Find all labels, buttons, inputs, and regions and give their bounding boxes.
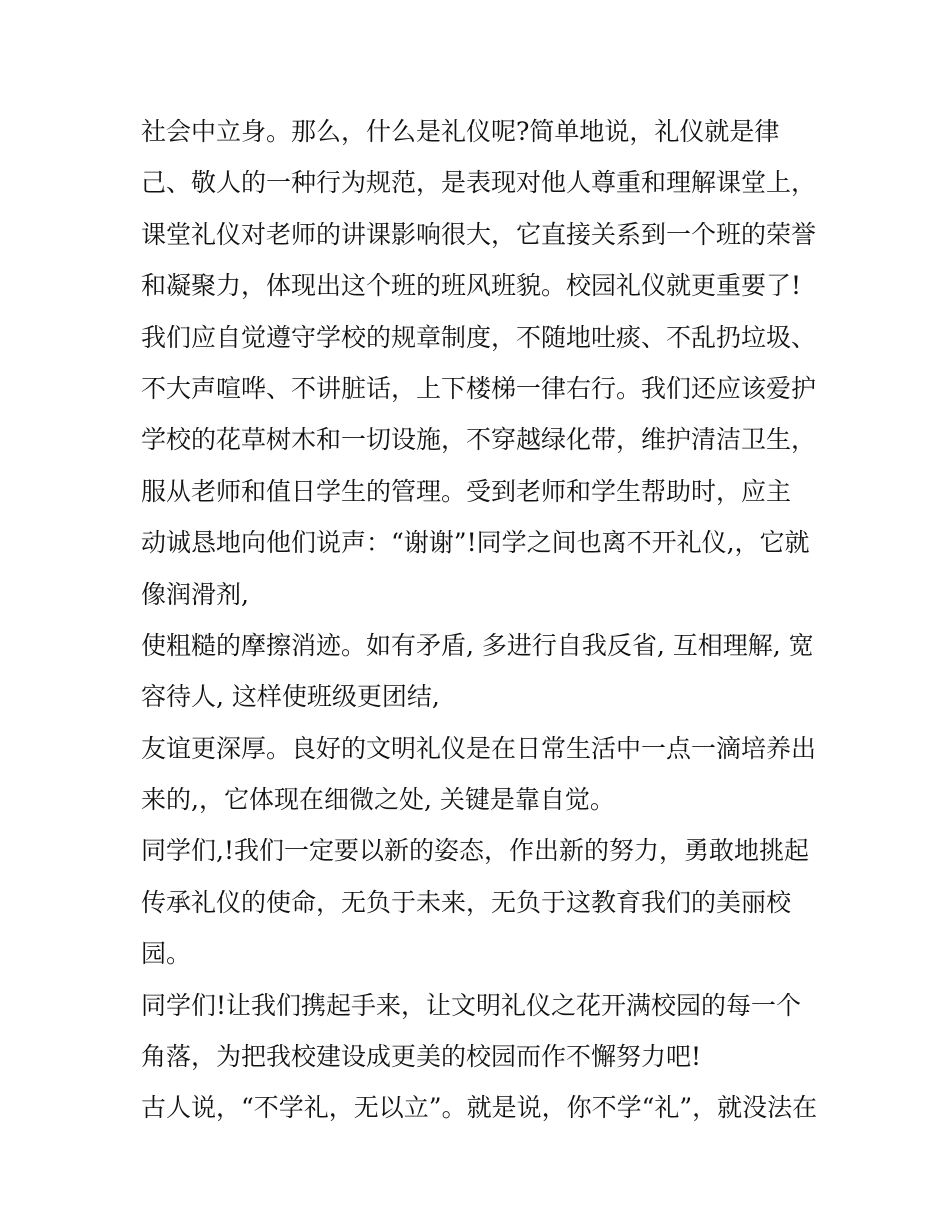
text-line: 使粗糙的摩擦消迹。如有矛盾, 多进行自我反省, 互相理解, 宽: [141, 630, 814, 660]
text-line: 古人说，“不学礼，无以立”。就是说，你不学“礼”，就没法在: [141, 1093, 818, 1123]
text-line: 和凝聚力，体现出这个班的班风班貌。校园礼仪就更重要了!: [141, 271, 802, 301]
text-line: 来的,，它体现在细微之处, 关键是靠自觉。: [141, 785, 615, 815]
body-text: [141, 106, 821, 1134]
text-line: 学校的花草树木和一切设施，不穿越绿化带，维护清洁卫生，: [141, 425, 817, 455]
text-line: 容待人, 这样使班级更团结,: [141, 682, 440, 712]
text-line: 动诚恳地向他们说声：“谢谢”!同学之间也离不开礼仪,，它就: [141, 528, 810, 558]
text-line: 传承礼仪的使命，无负于未来，无负于这教育我们的美丽校: [141, 887, 792, 917]
text-line: 园。: [141, 939, 192, 969]
text-line: 友谊更深厚。良好的文明礼仪是在日常生活中一点一滴培养出: [141, 733, 817, 763]
text-line: 同学们!让我们携起手来，让文明礼仪之花开满校园的每一个: [141, 990, 802, 1020]
text-line: 社会中立身。那么，什么是礼仪呢?简单地说，礼仪就是律: [141, 117, 780, 146]
text-line: 角落，为把我校建设成更美的校园而作不懈努力吧!: [141, 1042, 702, 1072]
text-line: 服从老师和值日学生的管理。受到老师和学生帮助时，应主: [141, 476, 792, 506]
text-line: 我们应自觉遵守学校的规章制度，不随地吐痰、不乱扔垃圾、: [141, 322, 817, 352]
text-line: 不大声喧哗、不讲脏话，上下楼梯一律右行。我们还应该爱护: [141, 373, 817, 403]
text-line: 课堂礼仪对老师的讲课影响很大，它直接关系到一个班的荣誉: [141, 219, 817, 249]
text-line: 同学们,!我们一定要以新的姿态，作出新的努力，勇敢地挑起: [141, 836, 809, 866]
text-line: 己、敬人的一种行为规范，是表现对他人尊重和理解课堂上，: [141, 168, 817, 198]
text-line: 像润滑剂,: [141, 579, 249, 609]
